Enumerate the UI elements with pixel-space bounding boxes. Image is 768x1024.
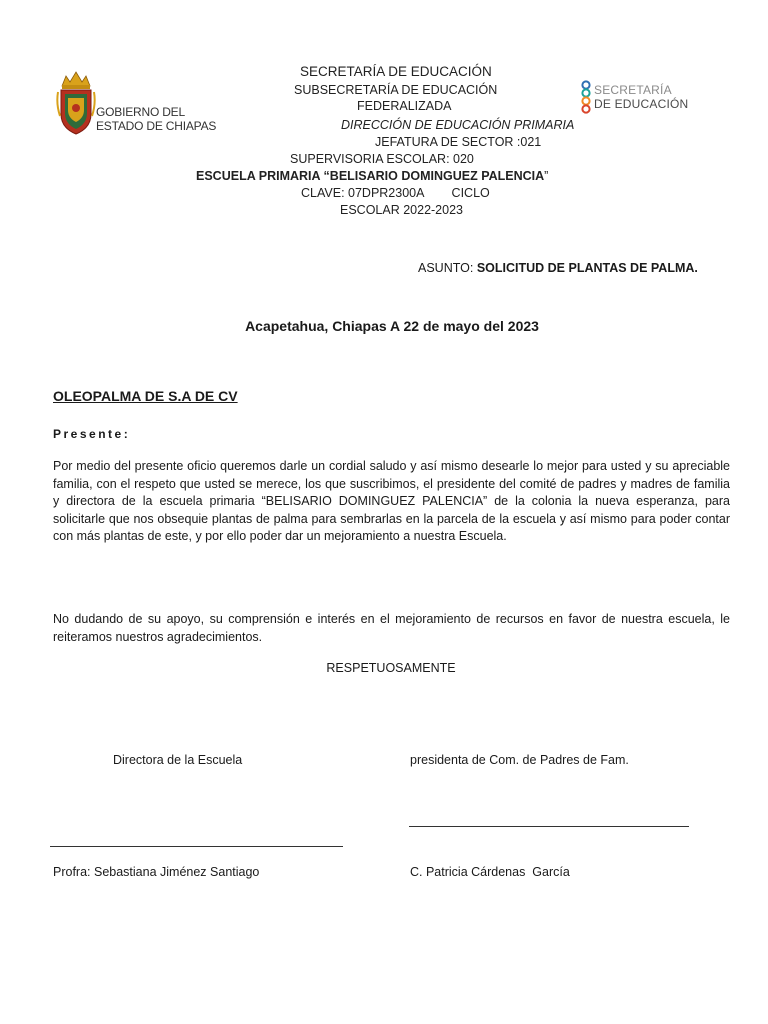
- gobierno-chiapas-wordmark: [96, 105, 216, 133]
- signature-right-title: presidenta de Com. de Padres de Fam.: [410, 753, 629, 767]
- recipient: OLEOPALMA DE S.A DE CV: [53, 388, 238, 404]
- header-ciclo: ESCOLAR 2022-2023: [340, 203, 463, 217]
- gobierno-line-2: ESTADO DE CHIAPAS: [96, 119, 217, 133]
- signature-left-name: Profra: Sebastiana Jiménez Santiago: [53, 865, 260, 879]
- header-direccion: DIRECCIÓN DE EDUCACIÓN PRIMARIA: [341, 118, 575, 132]
- header-escuela-quote: ”: [544, 169, 549, 183]
- signature-left-line: [50, 846, 343, 847]
- header-federalizada: FEDERALIZADA: [357, 99, 452, 113]
- presente-label: Presente:: [53, 427, 131, 441]
- body-paragraph-1: Por medio del presente oficio queremos darle un cordial saludo y así mismo desearle lo mejor para usted y su apreciable familia, con el respeto que usted se merece, los que suscribimos, el presidente del comité de padres y madres de familia y directora de la escuela primaria “BELISARIO DOMINGUEZ PALENCIA” de la colonia la nueva esperanza, para solicitarle que nos obsequie plantas de palma para sembrarlas en la parcela de la escuela y así mismo para poder contar con más plantas de este, y por ello poder dar un mejoramiento a nuestra Escuela.: [53, 459, 730, 544]
- signature-right-name: C. Patricia Cárdenas García: [410, 865, 570, 879]
- body-paragraph-2: No dudando de su apoyo, su comprensión e interés en el mejoramiento de recursos en favor de nuestra escuela, le reiteramos nuestros agradecimientos.: [53, 612, 730, 644]
- signature-left-title: Directora de la Escuela: [113, 753, 243, 767]
- header-supervisoria: SUPERVISORIA ESCOLAR: 020: [290, 152, 474, 166]
- header-jefatura: JEFATURA DE SECTOR :021: [375, 135, 542, 149]
- header-secretaria: SECRETARÍA DE EDUCACIÓN: [300, 64, 492, 79]
- header-clave: CLAVE: 07DPR2300A CICLO: [301, 186, 490, 200]
- chiapas-coat-of-arms-icon: [56, 70, 96, 136]
- closing: RESPETUOSAMENTE: [326, 661, 456, 675]
- secretaria-wordmark-line-2: DE EDUCACIÓN: [594, 97, 689, 111]
- secretaria-rings-icon: [580, 80, 592, 114]
- header-subsecretaria: SUBSECRETARÍA DE EDUCACIÓN: [294, 83, 498, 97]
- header-escuela-name: ESCUELA PRIMARIA “BELISARIO DOMINGUEZ PALENCIA: [196, 169, 545, 183]
- asunto-value: SOLICITUD DE PLANTAS DE PALMA.: [476, 261, 698, 275]
- asunto-label: ASUNTO:: [418, 261, 477, 275]
- gobierno-line-1: GOBIERNO DEL: [96, 105, 185, 119]
- letter-date: Acapetahua, Chiapas A 22 de mayo del 2023: [245, 318, 539, 334]
- signature-right-line: [409, 826, 689, 827]
- header-escuela: [196, 168, 548, 184]
- secretaria-wordmark-line-1: SECRETARÍA: [594, 83, 672, 97]
- asunto-line: [418, 260, 698, 276]
